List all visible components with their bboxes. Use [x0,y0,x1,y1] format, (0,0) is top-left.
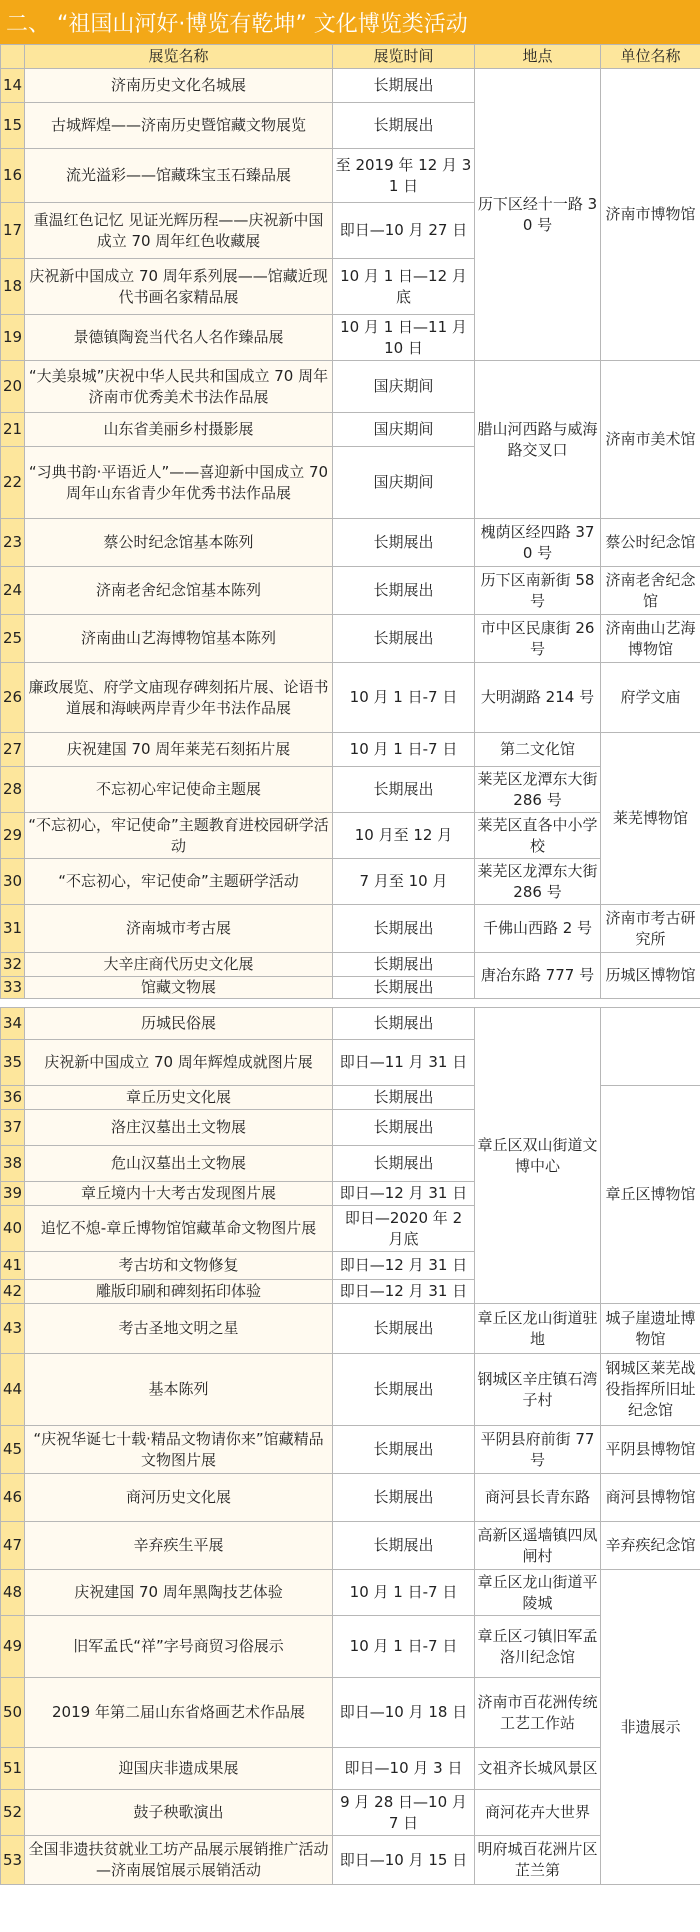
exhibition-location: 莱芜区龙潭东大街 286 号 [475,767,601,813]
exhibition-name: 庆祝建国 70 周年黑陶技艺体验 [25,1570,333,1616]
exhibition-location: 历下区南新街 58 号 [475,567,601,615]
exhibition-name: 历城民俗展 [25,1008,333,1040]
exhibition-time: 10 月 1 日—12 月底 [333,259,475,315]
row-number: 39 [1,1182,25,1206]
exhibition-time: 即日—12 月 31 日 [333,1252,475,1280]
exhibition-time: 长期展出 [333,567,475,615]
page-title: 二、 “祖国山河好·博览有乾坤” 文化博览类活动 [0,0,700,44]
exhibition-name: “庆祝华诞七十载·精品文物请你来”馆藏精品文物图片展 [25,1426,333,1474]
table-row [1,1474,700,1522]
row-number: 24 [1,567,25,615]
table-row [1,813,700,859]
row-number: 29 [1,813,25,859]
row-number: 17 [1,203,25,259]
organizer-name: 章丘区博物馆 [601,1086,700,1304]
table-row [1,1748,700,1790]
exhibition-name: 不忘初心牢记使命主题展 [25,767,333,813]
row-number: 48 [1,1570,25,1616]
organizer-name: 蔡公时纪念馆 [601,519,700,567]
exhibition-location: 钢城区辛庄镇石湾子村 [475,1354,601,1426]
exhibition-location: 平阴县府前街 77 号 [475,1426,601,1474]
organizer-name: 商河县博物馆 [601,1474,700,1522]
exhibition-name: 济南老舍纪念馆基本陈列 [25,567,333,615]
row-number: 26 [1,663,25,733]
exhibition-location: 明府城百花洲片区芷兰第 [475,1836,601,1885]
table-row [1,953,700,977]
row-number: 34 [1,1008,25,1040]
exhibition-time: 即日—10 月 27 日 [333,203,475,259]
table-row [1,615,700,663]
exhibition-time: 7 月至 10 月 [333,859,475,905]
exhibition-location: 槐荫区经四路 370 号 [475,519,601,567]
exhibition-name: 追忆不熄-章丘博物馆馆藏革命文物图片展 [25,1206,333,1252]
exhibition-location: 第二文化馆 [475,733,601,767]
row-number: 14 [1,69,25,103]
exhibition-time: 即日—2020 年 2 月底 [333,1206,475,1252]
exhibition-location: 章丘区刁镇旧军孟洛川纪念馆 [475,1616,601,1678]
exhibition-name: 迎国庆非遗成果展 [25,1748,333,1790]
exhibition-time: 长期展出 [333,977,475,999]
exhibition-location: 莱芜区直各中小学校 [475,813,601,859]
organizer-name: 济南曲山艺海博物馆 [601,615,700,663]
exhibition-location: 高新区遥墙镇四凤闸村 [475,1522,601,1570]
exhibition-location: 商河花卉大世界 [475,1790,601,1836]
exhibition-location: 章丘区龙山街道平陵城 [475,1570,601,1616]
row-number: 49 [1,1616,25,1678]
exhibition-time: 长期展出 [333,1086,475,1110]
table-row [1,663,700,733]
table-row [1,905,700,953]
organizer-name: 钢城区莱芜战役指挥所旧址纪念馆 [601,1354,700,1426]
exhibition-name: 考古坊和文物修复 [25,1252,333,1280]
row-number: 44 [1,1354,25,1426]
exhibition-location: 历下区经十一路 30 号 [475,69,601,361]
exhibition-time: 长期展出 [333,1008,475,1040]
row-number: 30 [1,859,25,905]
exhibition-time: 10 月 1 日-7 日 [333,1570,475,1616]
organizer-name: 非遗展示 [601,1570,700,1885]
exhibition-location: 章丘区双山街道文博中心 [475,1008,601,1304]
row-number: 18 [1,259,25,315]
exhibition-time: 长期展出 [333,953,475,977]
exhibition-name: 蔡公时纪念馆基本陈列 [25,519,333,567]
organizer-name: 济南老舍纪念馆 [601,567,700,615]
exhibition-name: 庆祝新中国成立 70 周年系列展——馆藏近现代书画名家精品展 [25,259,333,315]
row-number: 40 [1,1206,25,1252]
exhibition-location: 市中区民康街 26 号 [475,615,601,663]
exhibition-name: 济南曲山艺海博物馆基本陈列 [25,615,333,663]
exhibition-name: 济南历史文化名城展 [25,69,333,103]
exhibition-time: 即日—10 月 3 日 [333,1748,475,1790]
table-row [1,859,700,905]
exhibition-name: 大辛庄商代历史文化展 [25,953,333,977]
row-number: 16 [1,149,25,203]
exhibition-time: 长期展出 [333,103,475,149]
exhibition-name: 流光溢彩——馆藏珠宝玉石臻品展 [25,149,333,203]
row-number: 50 [1,1678,25,1748]
row-number: 35 [1,1040,25,1086]
exhibition-time: 即日—10 月 18 日 [333,1678,475,1748]
table-row [1,1522,700,1570]
exhibition-name: 庆祝新中国成立 70 周年辉煌成就图片展 [25,1040,333,1086]
exhibition-name: 商河历史文化展 [25,1474,333,1522]
exhibition-name: 考古圣地文明之星 [25,1304,333,1354]
header-time: 展览时间 [333,45,475,69]
exhibition-name: 章丘境内十大考古发现图片展 [25,1182,333,1206]
row-number: 32 [1,953,25,977]
table-row [1,519,700,567]
exhibition-time: 长期展出 [333,1110,475,1146]
organizer-name: 历城区博物馆 [601,953,700,999]
exhibition-location: 济南市百花洲传统工艺工作站 [475,1678,601,1748]
exhibition-name: 济南城市考古展 [25,905,333,953]
exhibition-name: 廉政展览、府学文庙现存碑刻拓片展、论语书道展和海峡两岸青少年书法作品展 [25,663,333,733]
exhibition-name: 山东省美丽乡村摄影展 [25,413,333,447]
table-row [1,1616,700,1678]
row-number: 41 [1,1252,25,1280]
exhibition-name: “不忘初心，牢记使命”主题研学活动 [25,859,333,905]
exhibition-time: 长期展出 [333,69,475,103]
exhibition-time: 长期展出 [333,1304,475,1354]
exhibition-time: 长期展出 [333,905,475,953]
table-row [1,1836,700,1885]
exhibition-name: 古城辉煌——济南历史暨馆藏文物展览 [25,103,333,149]
row-number: 19 [1,315,25,361]
exhibition-name: 雕版印刷和碑刻拓印体验 [25,1280,333,1304]
exhibition-name: 旧军孟氏“祥”字号商贸习俗展示 [25,1616,333,1678]
header-location: 地点 [475,45,601,69]
exhibition-time: 国庆期间 [333,361,475,413]
table-row [1,567,700,615]
exhibition-time: 至 2019 年 12 月 31 日 [333,149,475,203]
row-number: 37 [1,1110,25,1146]
exhibition-time: 国庆期间 [333,413,475,447]
organizer-name: 济南市考古研究所 [601,905,700,953]
header-organizer: 单位名称 [601,45,700,69]
row-number: 46 [1,1474,25,1522]
exhibition-location: 千佛山西路 2 号 [475,905,601,953]
exhibition-location: 商河县长青东路 [475,1474,601,1522]
table-row [1,69,700,103]
exhibition-time: 10 月 1 日-7 日 [333,1616,475,1678]
row-number: 28 [1,767,25,813]
organizer-name: 辛弃疾纪念馆 [601,1522,700,1570]
row-number: 25 [1,615,25,663]
table-row [1,1790,700,1836]
row-number: 42 [1,1280,25,1304]
row-number: 36 [1,1086,25,1110]
exhibition-time: 长期展出 [333,1426,475,1474]
row-number: 22 [1,447,25,519]
table-row [1,1008,700,1040]
exhibition-time: 即日—12 月 31 日 [333,1280,475,1304]
table-row [1,733,700,767]
organizer-name: 府学文庙 [601,663,700,733]
exhibition-time: 9 月 28 日—10 月 7 日 [333,1790,475,1836]
exhibition-time: 长期展出 [333,1146,475,1182]
table-row [1,767,700,813]
row-number: 20 [1,361,25,413]
row-number: 31 [1,905,25,953]
table-row [1,1354,700,1426]
row-number: 23 [1,519,25,567]
exhibition-name: “习典书韵·平语近人”——喜迎新中国成立 70 周年山东省青少年优秀书法作品展 [25,447,333,519]
exhibition-time: 长期展出 [333,1354,475,1426]
exhibition-time: 长期展出 [333,767,475,813]
organizer-name: 济南市博物馆 [601,69,700,361]
organizer-name: 城子崖遗址博物馆 [601,1304,700,1354]
exhibition-time: 长期展出 [333,1522,475,1570]
table-row [1,1304,700,1354]
exhibition-time: 国庆期间 [333,447,475,519]
row-number: 27 [1,733,25,767]
exhibition-name: 馆藏文物展 [25,977,333,999]
table-body [1,69,700,1885]
exhibition-name: “不忘初心，牢记使命”主题教育进校园研学活动 [25,813,333,859]
row-number: 45 [1,1426,25,1474]
section-gap [1,999,700,1008]
exhibition-time: 即日—10 月 15 日 [333,1836,475,1885]
exhibition-name: “大美泉城”庆祝中华人民共和国成立 70 周年济南市优秀美术书法作品展 [25,361,333,413]
row-number: 21 [1,413,25,447]
exhibition-time: 长期展出 [333,615,475,663]
row-number: 51 [1,1748,25,1790]
exhibition-name: 基本陈列 [25,1354,333,1426]
exhibition-name: 洛庄汉墓出土文物展 [25,1110,333,1146]
row-number: 53 [1,1836,25,1885]
exhibition-time: 10 月 1 日-7 日 [333,663,475,733]
table-row [1,1426,700,1474]
table-row [1,361,700,413]
exhibition-name: 2019 年第二届山东省烙画艺术作品展 [25,1678,333,1748]
exhibition-time: 10 月至 12 月 [333,813,475,859]
exhibition-time: 长期展出 [333,519,475,567]
exhibition-name: 重温红色记忆 见证光辉历程——庆祝新中国成立 70 周年红色收藏展 [25,203,333,259]
exhibition-name: 章丘历史文化展 [25,1086,333,1110]
organizer-name: 济南市美术馆 [601,361,700,519]
exhibition-time: 10 月 1 日-7 日 [333,733,475,767]
exhibition-name: 景德镇陶瓷当代名人名作臻品展 [25,315,333,361]
exhibition-name: 辛弃疾生平展 [25,1522,333,1570]
organizer-name: 莱芜博物馆 [601,733,700,905]
row-number: 43 [1,1304,25,1354]
exhibition-table [0,44,700,1885]
exhibition-location: 莱芜区龙潭东大街 286 号 [475,859,601,905]
row-number: 38 [1,1146,25,1182]
exhibition-time: 长期展出 [333,1474,475,1522]
table-header-row [1,45,700,69]
exhibition-time: 10 月 1 日—11 月 10 日 [333,315,475,361]
exhibition-time: 即日—11 月 31 日 [333,1040,475,1086]
header-no [1,45,25,69]
row-number: 52 [1,1790,25,1836]
organizer-name [601,1008,700,1086]
exhibition-location: 章丘区龙山街道驻地 [475,1304,601,1354]
row-number: 47 [1,1522,25,1570]
exhibition-name: 庆祝建国 70 周年莱芜石刻拓片展 [25,733,333,767]
table-row [1,1678,700,1748]
exhibition-location: 腊山河西路与威海路交叉口 [475,361,601,519]
exhibition-location: 唐冶东路 777 号 [475,953,601,999]
exhibition-name: 全国非遗扶贫就业工坊产品展示展销推广活动—济南展馆展示展销活动 [25,1836,333,1885]
header-name: 展览名称 [25,45,333,69]
row-number: 33 [1,977,25,999]
exhibition-time: 即日—12 月 31 日 [333,1182,475,1206]
organizer-name: 平阴县博物馆 [601,1426,700,1474]
row-number: 15 [1,103,25,149]
table-row [1,1570,700,1616]
exhibition-location: 文祖齐长城风景区 [475,1748,601,1790]
exhibition-location: 大明湖路 214 号 [475,663,601,733]
exhibition-name: 鼓子秧歌演出 [25,1790,333,1836]
exhibition-name: 危山汉墓出土文物展 [25,1146,333,1182]
